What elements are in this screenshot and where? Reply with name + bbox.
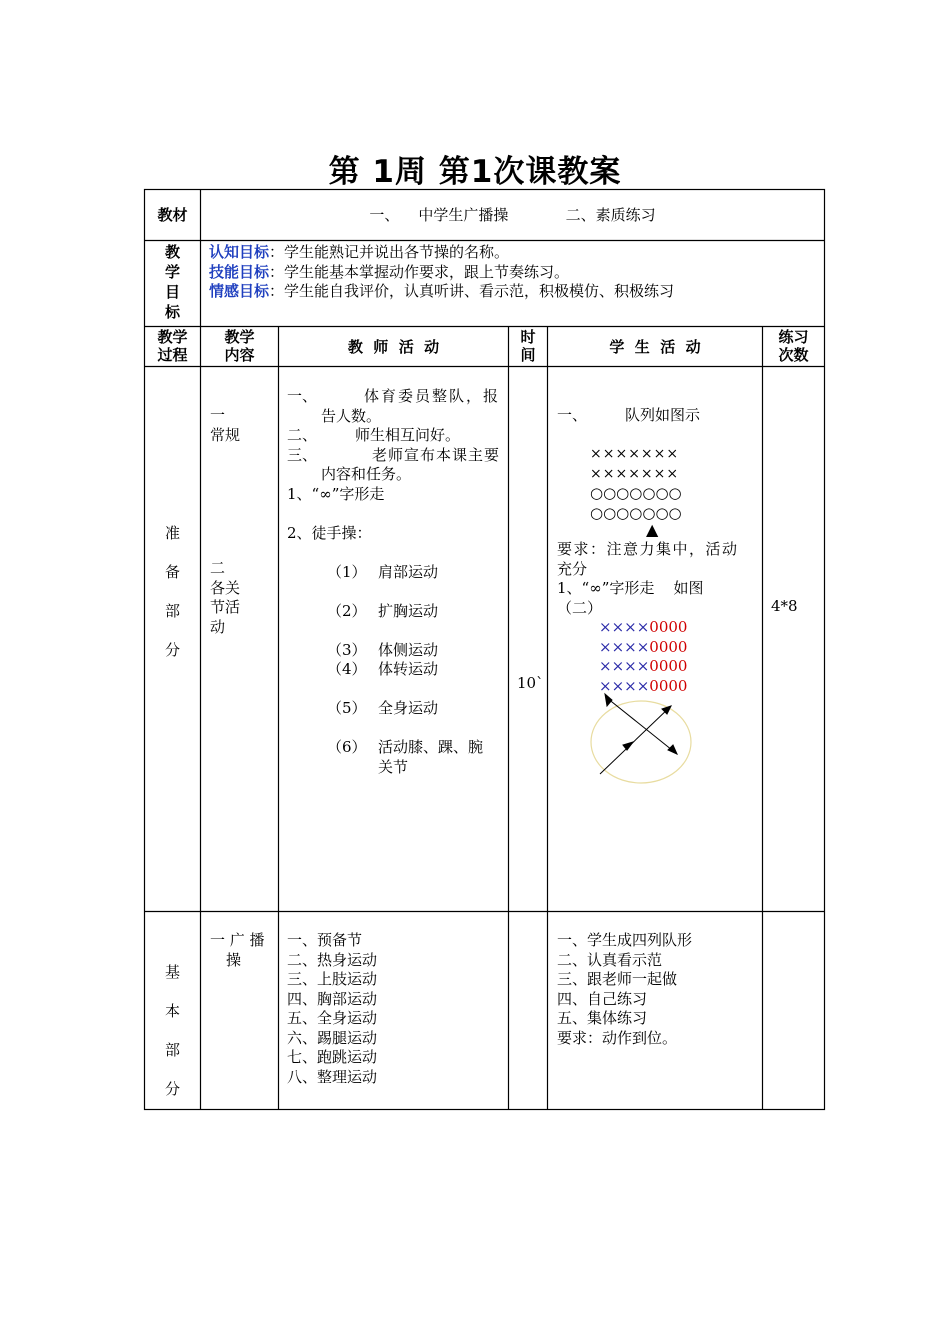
material-label: 教材 [157,206,188,224]
basic-student-activity: 一、学生成四列队形 二、认真看示范 三、跟老师一起做 四、自己练习 五、集体练习 要求：动作到位。 [557,931,693,1047]
objectives-label [145,242,200,322]
material-value: 一、 中学生广播操 二、素质练习 [369,206,656,224]
prep-reps: 4*8 [771,597,798,615]
formation-o-rows: ○○○○○○○ ○○○○○○○ [590,484,682,522]
page-title: 第 1周 第1次课教案 [328,154,622,190]
basic-process-label: 基 本 部 分 [164,963,180,1098]
basic-teacher-activity: 一、预备节 二、热身运动 三、上肢运动 四、胸部运动 五、全身运动 六、踢腿运动 七、跑跳运动 八、整理运动 [287,931,378,1086]
prep-content-joints: 二 各关 节活 动 [210,559,241,636]
figure-row: ××××0000 [599,676,688,695]
prep-content-routine: 一 常规 [210,406,241,444]
header-time: 时 间 [520,328,536,364]
header-reps: 练习 次数 [778,328,809,364]
objectives-label-char: 教 [164,243,180,261]
teacher-marker: ▲ [646,520,659,539]
objective-cognitive: 认知目标：学生能熟记并说出各节操的名称。 [209,243,510,261]
figure-eight-diagram [585,690,700,790]
header-student: 学 生 活 动 [609,338,701,356]
formation-x-rows: ××××××× ××××××× [590,446,680,482]
objectives-label-char: 标 [164,303,180,321]
basic-content: 一 广 播 操 [210,931,265,969]
objective-skill: 技能目标：学生能基本掌握动作要求，跟上节奏练习。 [209,262,570,281]
prep-student-requirements: 要求：注意力集中，活动 充分 1、“∞”字形走 如图 （二） [557,540,739,617]
header-teacher: 教 师 活 动 [347,338,440,356]
figure-eight-circle [591,701,691,783]
header-content: 教学 内容 [224,328,255,364]
objectives-list [209,243,819,302]
objectives-label-char: 学 [164,263,180,281]
figure-row: ××××0000 [599,657,688,675]
figure-two-rows [599,618,719,696]
header-process: 教学 过程 [157,328,188,364]
prep-student-activity: 一、 队列如图示 [557,406,701,424]
prep-teacher-activity: 一、 体育委员整队，报 告人数。 二、 师生相互问好。 三、 老师宣布本课主要 内容和任务。 1、“∞”字形走 2、徒手操： （1） 肩部运动 （2） 扩胸运动 （3） 体侧运动 （4） 体转运动 （5） 全身运动 （6） 活动膝、踝、腕 关节 [287,387,500,776]
objective-affective: 情感目标：学生能自我评价，认真听讲、看示范，积极模仿、积极练习 [209,282,675,300]
figure-row: ××××0000 [599,618,688,636]
prep-time: 10` [517,674,544,692]
prep-process-label: 准 备 部 分 [164,524,180,659]
objectives-label-char: 目 [164,283,180,301]
figure-row: ××××0000 [599,637,688,656]
